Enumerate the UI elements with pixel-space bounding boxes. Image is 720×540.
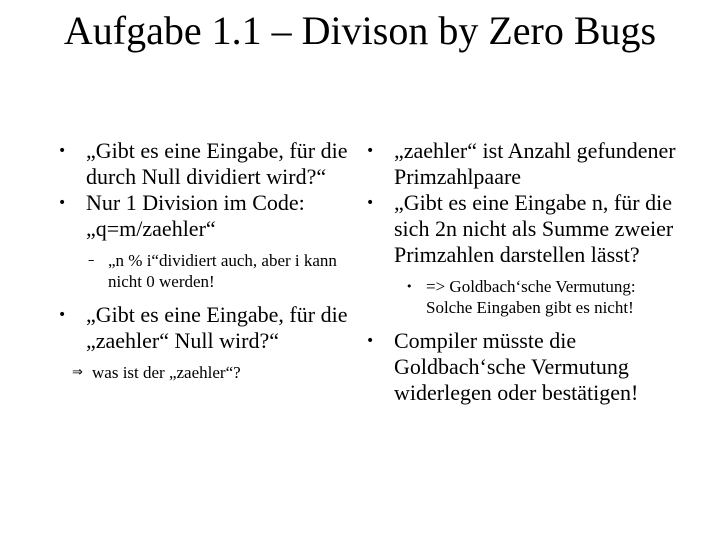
left-bullet-2 <box>58 190 358 242</box>
right-bullet-3-text: Compiler müsste die Goldbach‘sche Vermutung widerlegen oder bestätigen! <box>394 328 639 405</box>
implies-arrow-icon: ⇒ <box>72 365 83 380</box>
left-bullet-3-text: „Gibt es eine Eingabe, für die „zaehler“ Null wird?“ <box>86 302 348 353</box>
bullet-icon: • <box>58 143 67 159</box>
left-sub-2-text: was ist der „zaehler“? <box>92 363 241 382</box>
bullet-icon: • <box>58 307 67 323</box>
bullet-icon: • <box>366 195 375 211</box>
left-sub-1-text: „n % i“dividiert auch, aber i kann nicht 0 werden! <box>108 251 337 291</box>
bullet-icon: • <box>58 195 67 211</box>
right-bullet-2-text: „Gibt es eine Eingabe n, für die sich 2n nicht als Summe zweier Primzahlen darstellen lässt? <box>394 190 674 267</box>
right-column <box>366 138 696 406</box>
left-sub-2 <box>72 362 358 383</box>
left-bullet-1 <box>58 138 358 190</box>
bullet-icon: • <box>366 143 375 159</box>
bullet-icon: • <box>366 333 375 349</box>
left-bullet-1-text: „Gibt es eine Eingabe, für die durch Null dividiert wird?“ <box>86 138 348 189</box>
left-column <box>58 138 358 383</box>
left-sub-1 <box>88 250 358 292</box>
right-bullet-1 <box>366 138 696 190</box>
slide-title: Aufgabe 1.1 – Divison by Zero Bugs <box>63 8 657 53</box>
bullet-icon: • <box>406 280 413 293</box>
left-bullet-2-text: Nur 1 Division im Code: „q=m/zaehler“ <box>86 190 305 241</box>
right-sub-1-text: => Goldbach‘sche Vermutung: Solche Eingaben gibt es nicht! <box>426 277 636 317</box>
dash-icon: – <box>88 253 95 268</box>
right-sub-1 <box>406 276 636 318</box>
right-bullet-1-text: „zaehler“ ist Anzahl gefundener Primzahlpaare <box>394 138 676 189</box>
right-bullet-3 <box>366 328 696 406</box>
right-bullet-2 <box>366 190 696 268</box>
left-bullet-3 <box>58 302 358 354</box>
